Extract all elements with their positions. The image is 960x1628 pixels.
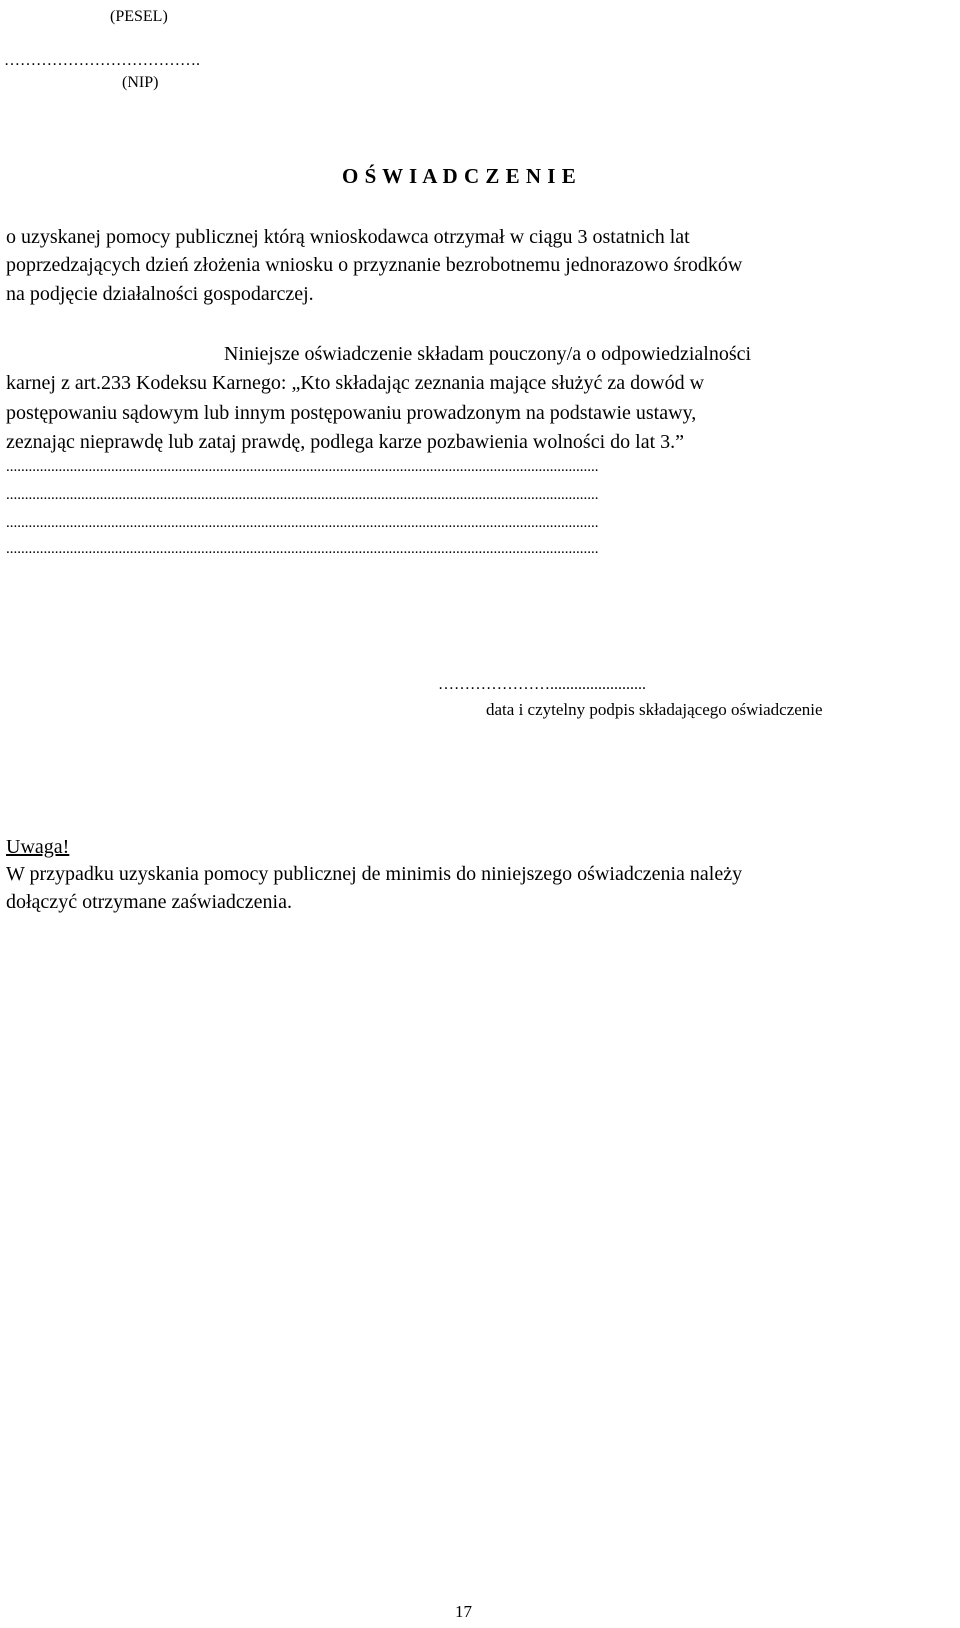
note-line-1: W przypadku uzyskania pomocy publicznej de minimis do niniejszego oświadczenia należy [6, 863, 743, 885]
statement-line-1: Niniejsze oświadczenie składam pouczony/a o odpowiedzialności [224, 343, 752, 365]
nip-label: (NIP) [122, 74, 159, 91]
pesel-label: (PESEL) [110, 8, 168, 25]
note-line-2: dołączyć otrzymane zaświadczenia. [6, 891, 292, 913]
nip-dots: ………………………………. [4, 52, 200, 69]
intro-line-3: na podjęcie działalności gospodarczej. [6, 283, 314, 305]
statement-line-3: postępowaniu sądowym lub innym postępowaniu prowadzonym na podstawie ustawy, [6, 402, 697, 424]
signature-dots: …………………........................ [438, 676, 646, 693]
fill-line-2: .............................................................................................................................................................. [6, 487, 599, 503]
intro-line-1: o uzyskanej pomocy publicznej którą wnioskodawca otrzymał w ciągu 3 ostatnich lat [6, 226, 690, 248]
page-number: 17 [455, 1602, 472, 1621]
statement-line-4: zeznając nieprawdę lub zataj prawdę, podlega karze pozbawienia wolności do lat 3.” [6, 431, 685, 453]
fill-line-4: .............................................................................................................................................................. [6, 541, 599, 557]
intro-line-2: poprzedzających dzień złożenia wniosku o przyznanie bezrobotnemu jednorazowo środków [6, 254, 743, 276]
signature-label: data i czytelny podpis składającego oświadczenie [486, 700, 823, 719]
fill-line-3: .............................................................................................................................................................. [6, 515, 599, 531]
note-heading: Uwaga! [6, 836, 70, 858]
document-title: O Ś W I A D C Z E N I E [342, 164, 577, 188]
statement-line-2: karnej z art.233 Kodeksu Karnego: „Kto składając zeznania mające służyć za dowód w [6, 372, 705, 394]
fill-line-1: .............................................................................................................................................................. [6, 459, 599, 475]
